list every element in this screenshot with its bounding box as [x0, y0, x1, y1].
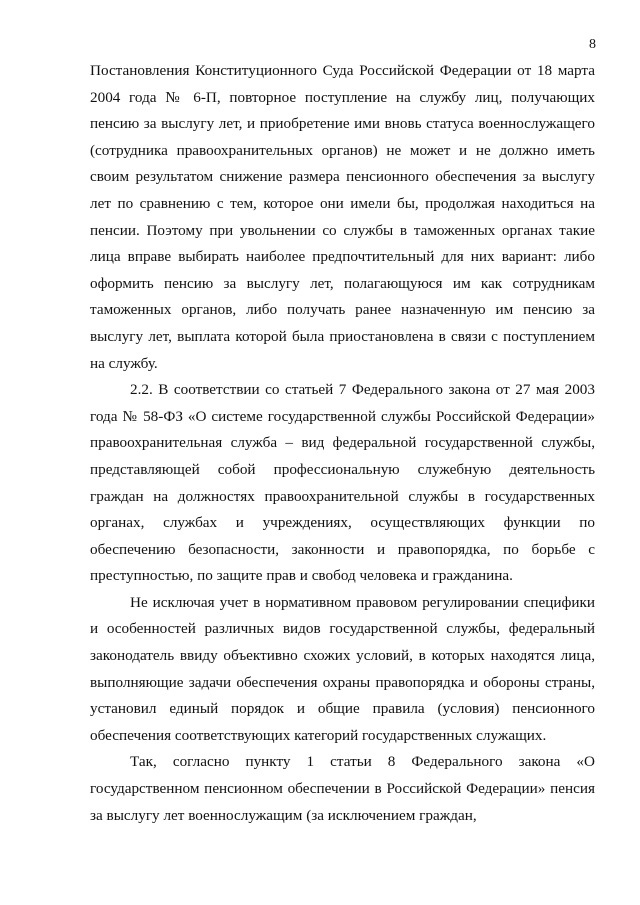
- paragraph-continuation: Постановления Конституционного Суда Российской Федерации от 18 марта 2004 года № 6-П, повторное поступление на службу лиц, получающих пенсию за выслугу лет, и приобретение ими вновь статуса военнослужащего (сотрудника правоохранительных органов) не может и не должно иметь своим результатом снижение размера пенсионного обеспечения за выслугу лет по сравнению с тем, которое они имели бы, продолжая находиться на пенсии. Поэтому при увольнении со службы в таможенных органах такие лица вправе выбирать наиболее предпочтительный для них вариант: либо оформить пенсию за выслугу лет, полагающуюся им как сотрудникам таможенных органов, либо получать ранее назначенную им пенсию за выслугу лет, выплата которой была приостановлена в связи с поступлением на службу.: [90, 62, 595, 372]
- document-body: [90, 58, 595, 829]
- page-number: 8: [589, 37, 596, 52]
- paragraph-article-8: Так, согласно пункту 1 статьи 8 Федерального закона «О государственном пенсионном обеспечении в Российской Федерации» пенсия за выслугу лет военнослужащим (за исключением граждан,: [90, 753, 595, 824]
- paragraph-pension-regulation: Не исключая учет в нормативном правовом регулировании специфики и особенностей различных видов государственной службы, федеральный законодатель ввиду объективно схожих условий, в которых находятся лица, выполняющие задачи обеспечения охраны правопорядка и обороны страны, установил единый порядок и общие правила (условия) пенсионного обеспечения соответствующих категорий государственных служащих.: [90, 593, 595, 744]
- paragraph-section-2-2: 2.2. В соответствии со статьей 7 Федерального закона от 27 мая 2003 года № 58-ФЗ «О системе государственной службы Российской Федерации» правоохранительная служба – вид федеральной государственной службы, представляющей собой профессиональную служебную деятельность граждан на должностях правоохранительной службы в государственных органах, службах и учреждениях, осуществляющих функции по обеспечению безопасности, законности и правопорядка, по борьбе с преступностью, по защите прав и свобод человека и гражданина.: [90, 381, 595, 585]
